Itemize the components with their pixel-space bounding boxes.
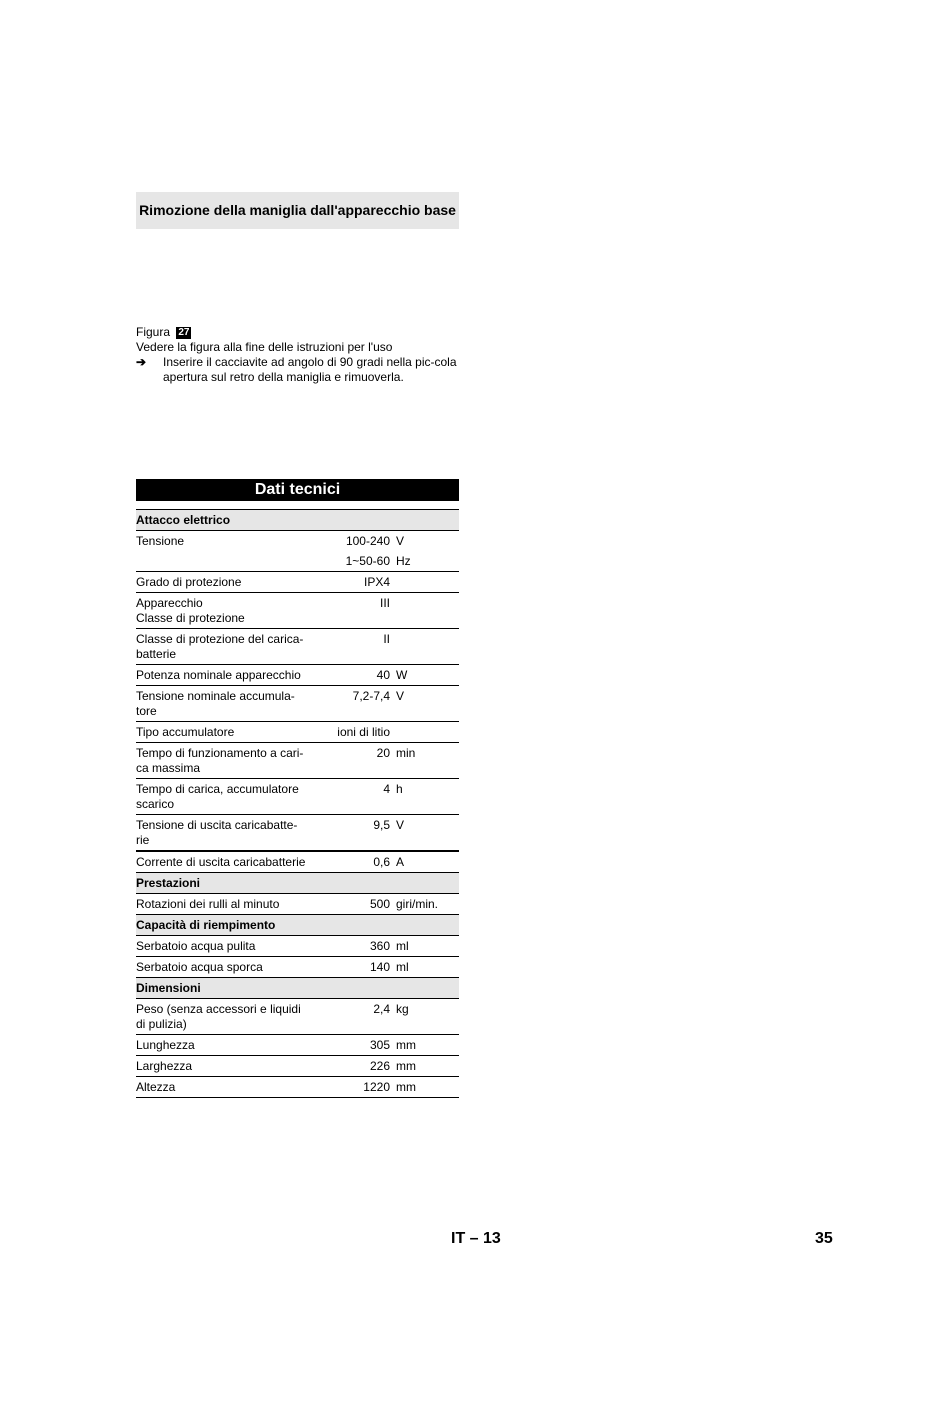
table-category-row <box>136 510 459 531</box>
tech-data-title <box>136 479 459 501</box>
spec-value: 100-240 <box>345 534 390 548</box>
instructions <box>136 325 459 385</box>
spec-unit: giri/min. <box>396 897 439 911</box>
spec-value: 305 <box>369 1038 390 1052</box>
spec-unit: V <box>396 689 405 703</box>
spec-label: Serbatoio acqua sporca <box>136 960 263 974</box>
spec-unit: ml <box>396 960 409 974</box>
tech-data-title-text: Dati tecnici <box>254 481 341 498</box>
spec-unit: kg <box>396 1002 409 1016</box>
spec-label: Tensione di uscita caricabatte- rie <box>136 818 298 847</box>
spec-unit <box>396 725 459 740</box>
table-category-row <box>136 915 459 936</box>
spec-value: 360 <box>369 939 390 953</box>
table-row <box>136 686 459 722</box>
spec-unit: mm <box>396 1059 416 1073</box>
table-row <box>136 999 459 1035</box>
spec-label: Tensione nominale accumula- tore <box>136 689 295 718</box>
tech-data-table <box>136 509 459 1098</box>
table-category-row <box>136 873 459 894</box>
spec-unit: A <box>396 855 405 869</box>
spec-unit: W <box>396 668 408 682</box>
spec-value: 2,4 <box>373 1002 390 1016</box>
spec-label: Dimensioni <box>136 981 201 995</box>
spec-label: Larghezza <box>136 1059 193 1073</box>
spec-unit: h <box>396 782 403 796</box>
spec-unit: Hz <box>396 554 411 568</box>
spec-label: Attacco elettrico <box>136 513 231 527</box>
spec-label: Tipo accumulatore <box>136 725 235 739</box>
spec-label: Classe di protezione del carica- batterie <box>136 632 304 661</box>
see-figure-text: Vedere la figura alla fine delle istruzioni per l'uso <box>136 340 393 354</box>
spec-unit: min <box>396 746 416 760</box>
footer-language-page: IT – 13 <box>451 1230 501 1247</box>
spec-label: Apparecchio Classe di protezione <box>136 596 245 625</box>
table-row <box>136 894 459 915</box>
figure-reference <box>136 325 459 340</box>
section-heading-text: Rimozione della maniglia dall'apparecchio base <box>139 202 456 218</box>
spec-unit: mm <box>396 1080 416 1094</box>
table-row <box>136 722 459 743</box>
figure-number-badge: 27 <box>178 327 190 338</box>
table-row <box>136 1056 459 1077</box>
spec-value: 500 <box>369 897 390 911</box>
spec-label: Capacità di riempimento <box>136 918 276 932</box>
spec-value: ioni di litio <box>337 725 390 739</box>
table-row <box>136 852 459 873</box>
spec-label: Potenza nominale apparecchio <box>136 668 301 682</box>
spec-label: Lunghezza <box>136 1038 195 1052</box>
table-row <box>136 815 459 852</box>
spec-label: Tempo di carica, accumulatore scarico <box>136 782 299 811</box>
spec-unit: V <box>396 818 405 832</box>
arrow-right-icon: ➔ <box>136 355 147 369</box>
spec-label: Corrente di uscita caricabatterie <box>136 855 306 869</box>
spec-value: 40 <box>376 668 390 682</box>
instruction-step <box>136 355 459 385</box>
table-row <box>136 957 459 978</box>
spec-value: 226 <box>369 1059 390 1073</box>
spec-value: II <box>383 632 390 646</box>
spec-value: 20 <box>376 746 390 760</box>
spec-label: Prestazioni <box>136 876 201 890</box>
spec-value: 0,6 <box>373 855 390 869</box>
table-category-row <box>136 978 459 999</box>
spec-value: 4 <box>383 782 390 796</box>
spec-unit: mm <box>396 1038 416 1052</box>
spec-value: 9,5 <box>373 818 390 832</box>
table-row <box>136 551 459 572</box>
table-row <box>136 1077 459 1098</box>
spec-label: Altezza <box>136 1080 176 1094</box>
table-row <box>136 936 459 957</box>
spec-unit <box>396 596 459 626</box>
spec-label: Peso (senza accessori e liquidi di pulizia) <box>136 1002 301 1031</box>
spec-label <box>136 554 331 569</box>
table-row <box>136 629 459 665</box>
spec-value: 1~50-60 <box>345 554 390 568</box>
spec-label: Rotazioni dei rulli al minuto <box>136 897 280 911</box>
spec-label: Serbatoio acqua pulita <box>136 939 256 953</box>
page-number: 35 <box>815 1230 833 1247</box>
spec-unit <box>396 632 459 662</box>
spec-unit: V <box>396 534 405 548</box>
spec-value: 1220 <box>363 1080 390 1094</box>
table-row <box>136 593 459 629</box>
spec-value: 7,2-7,4 <box>352 689 390 703</box>
table-row <box>136 743 459 779</box>
table-row <box>136 665 459 686</box>
step-text: Inserire il cacciavite ad angolo di 90 gradi nella pic-cola apertura sul retro della maniglia e rimuoverla. <box>163 355 457 384</box>
spec-value: 140 <box>369 960 390 974</box>
table-row <box>136 531 459 551</box>
table-row <box>136 572 459 593</box>
spec-value: III <box>379 596 390 610</box>
spec-unit: ml <box>396 939 409 953</box>
section-heading <box>136 192 459 229</box>
spec-label: Tempo di funzionamento a cari- ca massima <box>136 746 304 775</box>
spec-label: Tensione <box>136 534 185 548</box>
table-row <box>136 779 459 815</box>
table-row <box>136 1035 459 1056</box>
spec-value: IPX4 <box>363 575 390 589</box>
figure-label: Figura <box>136 325 171 339</box>
spec-unit <box>396 575 459 590</box>
spec-label: Grado di protezione <box>136 575 242 589</box>
